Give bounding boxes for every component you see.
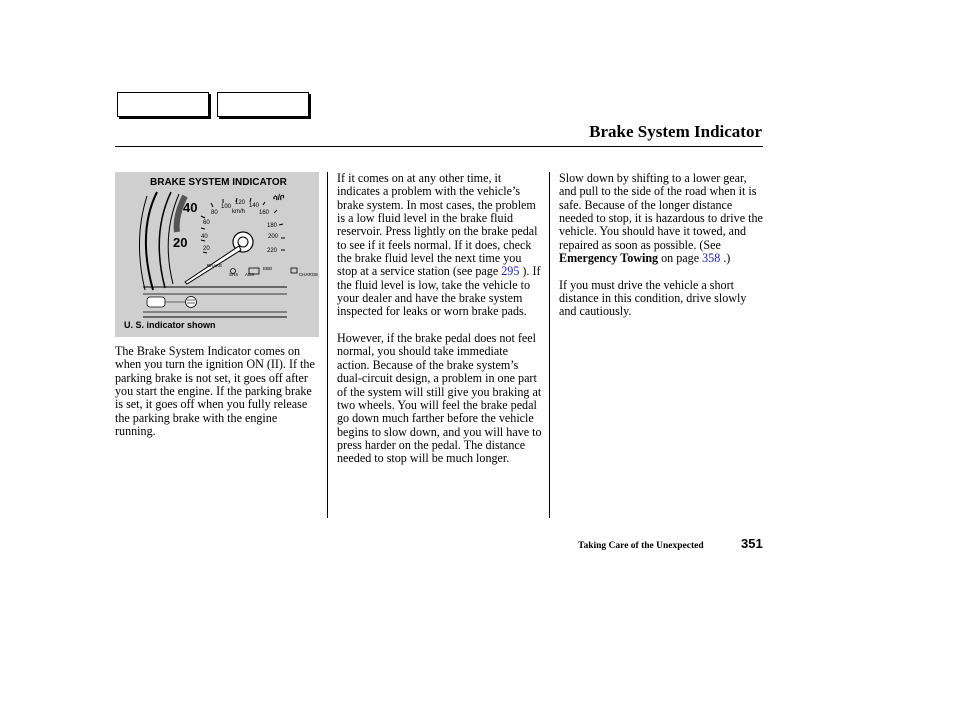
paragraph: If you must drive the vehicle a short distance in this condition, drive slowly and cautiously. [559, 277, 747, 319]
svg-text:CHARGE: CHARGE [299, 272, 319, 277]
indicator-lamp-icon [291, 268, 297, 273]
column-divider [327, 172, 328, 518]
page-link-358[interactable]: 358 [702, 251, 721, 266]
nav-tab-button[interactable] [117, 92, 209, 117]
column-left [115, 345, 318, 452]
svg-text:160: 160 [259, 210, 270, 216]
svg-text:140: 140 [249, 203, 260, 209]
svg-text:60: 60 [203, 220, 210, 226]
mph-label: 40 [183, 200, 198, 215]
page-number: 351 [741, 536, 763, 551]
svg-text:EBD: EBD [263, 266, 273, 271]
page-title: Brake System Indicator [589, 122, 762, 141]
svg-text:BRAKE: BRAKE [207, 263, 223, 268]
svg-text:120: 120 [235, 200, 246, 206]
svg-text:100: 100 [221, 204, 232, 210]
trip-button-icon [147, 297, 165, 307]
column-right [559, 172, 764, 332]
title-divider [115, 146, 763, 147]
warning-indicator-row [207, 263, 318, 277]
paragraph: The Brake System Indicator comes on when you turn the ignition ON (II). If the parking brake is not set, it goes off after you start the engine. If the parking brake is set, it goes off when you fully release the parking brake with the engine running. [115, 344, 315, 439]
svg-text:km/h: km/h [232, 209, 246, 215]
brake-indicator-figure [115, 172, 319, 337]
svg-text:SRS: SRS [229, 272, 239, 277]
figure-caption: U. S. indicator shown [124, 320, 216, 330]
needle-hub-center [238, 237, 248, 247]
gauge-bezel-arc [146, 192, 157, 290]
paragraph: Slow down by shifting to a lower gear, and pull to the side of the road when it is safe. Because of the longer distance needed to stop, it is hazardous to drive the vehicle. You should have it towed, and repaired as soon as possible. (See Emergency Towing on page 358 .) [559, 171, 763, 266]
mph-label: 20 [173, 235, 188, 250]
footer-section-title: Taking Care of the Unexpected [578, 541, 704, 551]
nav-tab-button[interactable] [217, 92, 309, 117]
column-middle [337, 172, 542, 479]
dimmer-knob-icon [186, 297, 197, 308]
page-link-295[interactable]: 295 [501, 264, 520, 279]
emergency-towing-reference: Emergency Towing [559, 251, 659, 266]
gauge-bezel-arc [159, 192, 171, 288]
svg-text:220: 220 [267, 248, 278, 254]
svg-text:ABS: ABS [245, 272, 255, 277]
figure-title: BRAKE SYSTEM INDICATOR [150, 177, 287, 188]
column-divider [549, 172, 550, 518]
speedometer-illustration [115, 172, 319, 337]
svg-text:200: 200 [268, 234, 279, 240]
paragraph: However, if the brake pedal does not feel normal, you should take immediate action. Because of the brake system’s dual-circuit design, a problem in one part of the system will still give you braking at two wheels. You will feel the brake pedal go down much farther before the vehicle begins to slow down, and you will have to press harder on the pedal. The distance needed to stop will be much longer. [337, 331, 542, 466]
paragraph: If it comes on at any other time, it indicates a problem with the vehicle’s brake system. In most cases, the problem is a low fluid level in the brake fluid reservoir. Press lightly on the brake pedal to see if it feels normal. If it does, check the brake fluid level the next time you stop at a service station (see page 295 ). If the fluid level is low, take the vehicle to your dealer and have the brake system inspected for leaks or worn brake pads. [337, 171, 541, 319]
svg-text:180: 180 [267, 223, 278, 229]
svg-text:40: 40 [201, 234, 208, 240]
svg-text:20: 20 [203, 246, 210, 252]
gauge-label-fragment: ሳ/ቦ [273, 193, 285, 202]
svg-text:80: 80 [211, 210, 218, 216]
